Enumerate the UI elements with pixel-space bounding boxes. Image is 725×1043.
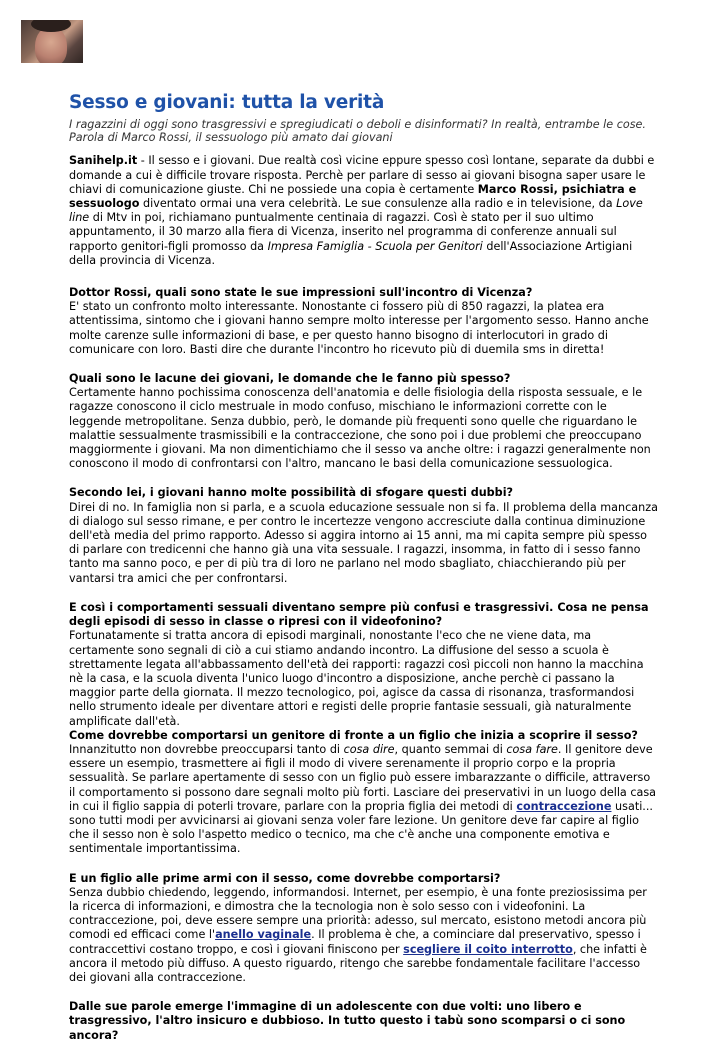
question-5: Come dovrebbe comportarsi un genitore di fronte a un figlio che inizia a scoprire il sesso?: [69, 728, 638, 742]
author-hair: [31, 20, 71, 32]
intro-text-3: di Mtv in poi, richiamano puntualmente centinaia di ragazzi. Così è stato per il suo ultimo appuntamento, il 30 marzo alla fiera di Vicenza, inserito nel programma di conferenze annuali sul rapporto genitori-figli promosso da: [69, 211, 617, 253]
intro-text-2: diventato ormai una vera celebrità. Le sue consulenze alla radio e in televisione, da: [139, 197, 617, 211]
answer-6: [69, 886, 659, 985]
answer-5-text-3: . Il genitore deve essere un esempio, trasmettere ai figli il modo di vivere serenamente il proprio corpo e la propria sessualità. Se parlare apertamente di sesso con un figlio può essere imbarazzante o difficile, attraverso il comportamento si possono dare segnali molto più forti. Lasciare dei preservativi in un luogo della casa in cui il figlio sappia di poterli trovare, parlare con la propria figlia dei metodi di: [69, 742, 657, 813]
question-7: Dalle sue parole emerge l'immagine di un adolescente con due volti: uno libero e trasgressivo, l'altro insicuro e dubbioso. In tutto questo i tabù sono scomparsi o ci sono ancora?: [69, 1000, 626, 1042]
anello-vaginale-link[interactable]: anello vaginale: [215, 928, 312, 942]
article: [69, 92, 659, 1043]
intro-text-1: - Il sesso e i giovani. Due realtà così vicine eppure spesso così lontane, separate da dubbi e domande a cui è difficile trovare risposta. Perchè per parlare di sesso ai giovani bisogna saper usare le chiavi di comunicazione giuste. Chi ne possiede una copia è certamente: [69, 154, 655, 196]
answer-2: Certamente hanno pochissima conoscenza dell'anatomia e delle fisiologia della risposta sessuale, e le ragazze conoscono il ciclo mestruale in modo confuso, mischiano le informazioni corrette con le leggende metropolitane. Senza dubbio, però, le domande più frequenti sono quelle che riguardano le malattie sessualmente trasmissibili e la contraccezione, che sono poi i due problemi che preoccupano maggiormente i giovani. Ma non dimentichiamo che il sesso va anche oltre: i ragazzi generalmente non conoscono il modo di confrontarsi con l'altro, mancano le basi della comunicazione sessuologica.: [69, 386, 651, 471]
answer-5: [69, 743, 659, 857]
organization-name: Impresa Famiglia - Scuola per Genitori: [267, 239, 483, 253]
source-label: Sanihelp.it: [69, 154, 138, 168]
question-3: Secondo lei, i giovani hanno molte possibilità di sfogare questi dubbi?: [69, 486, 514, 500]
coito-interrotto-link[interactable]: scegliere il coito interrotto: [403, 942, 573, 956]
answer-6-text-2: . Il problema è che, a cominciare dal preservativo, spesso i contraccettivi costano troppo, e così i giovani finiscono per: [69, 928, 641, 956]
author-photo: [21, 20, 83, 63]
expert-name: Marco Rossi, psichiatra e sessuologo: [69, 182, 637, 211]
answer-5-emphasis-1: cosa dire: [343, 742, 395, 756]
question-2: Quali sono le lacune dei giovani, le domande che le fanno più spesso?: [69, 372, 511, 386]
answer-5-text-1: Innanzitutto non dovrebbe preoccuparsi tanto di: [69, 742, 344, 756]
answer-5-text-4: usati... sono tutti modi per avvicinarsi ai giovani senza voler fare lezione. Un genitore deve far capire al figlio che il sesso non è solo l'aspetto medico o tecnico, ma che c'è anche una componente emotiva e sentimentale importantissima.: [69, 799, 653, 856]
article-title: Sesso e giovani: tutta la verità: [69, 92, 385, 113]
intro-text-4: dell'Associazione Artigiani della provincia di Vicenza.: [69, 239, 633, 267]
answer-3: Direi di no. In famiglia non si parla, e a scuola educazione sessuale non si fa. Il problema della mancanza di dialogo sul sesso rimane, e per contro le incertezze vengono accresciute dalla continua diminuzione dell'età media del primo rapporto. Adesso si aggira intorno ai 15 anni, ma mi capita sempre più spesso di parlare con tredicenni che hanno già una vita sessuale. I ragazzi, insomma, in fatto di i sesso fanno tanto ma sanno poco, e per di più tra di loro ne parlano nel modo sbagliato, chiacchierando più per vantarsi tra amici che per confrontarsi.: [69, 500, 658, 585]
answer-1: E' stato un confronto molto interessante. Nonostante ci fossero più di 850 ragazzi, la platea era attentissima, sintomo che i giovani hanno sempre molto interesse per l'argomento sesso. Hanno anche molte carenze sulle informazioni di base, e per questo hanno bisogno di interlocutori in grado di comunicare con loro. Basti dire che durante l'incontro ho ricevuto più di duemila sms in diretta!: [69, 300, 649, 356]
answer-5-text-2: , quanto semmai di: [394, 742, 507, 756]
contraccezione-link[interactable]: contraccezione: [516, 799, 612, 813]
answer-6-text-3: , che infatti è ancora il metodo più diffuso. A questo riguardo, ritengo che sarebbe fondamentale facilitare l'accesso dei giovani alla contraccezione.: [69, 942, 647, 984]
intro-paragraph: [69, 154, 659, 268]
answer-4: Fortunatamente si tratta ancora di episodi marginali, nonostante l'eco che ne viene data, ma certamente sono segnali di ciò a cui stiamo andando incontro. La diffusione del sesso a scuola è strettamente legata all'abbassamento dell'età dei rapporti: ragazzi così piccoli non hanno la macchina nè la casa, e la scuola diventa l'unico luogo d'incontro a disposizione, anche perchè ci passano la maggior parte della giornata. Il mezzo tecnologico, poi, agisce da cassa di risonanza, trasformandosi nello strumento ideale per diventare attori e registi delle proprie fantasie sessuali, già naturalmente amplificate dall'età.: [69, 629, 644, 728]
article-subtitle: I ragazzini di oggi sono trasgressivi e spregiudicati o deboli e disinformati? In realtà, entrambe le cose. Parola di Marco Rossi, il sessuologo più amato dai giovani: [69, 118, 646, 145]
question-6: E un figlio alle prime armi con il sesso, come dovrebbe comportarsi?: [69, 871, 501, 885]
answer-5-emphasis-2: cosa fare: [506, 742, 558, 756]
show-name: Love line: [69, 197, 643, 225]
answer-6-text-1: Senza dubbio chiedendo, leggendo, informandosi. Internet, per esempio, è una fonte preziosissima per la ricerca di informazioni, e dimostra che la tecnologia non è solo sesso con i videofonini. La contraccezione, poi, deve essere sempre una priorità: adesso, sul mercato, esistono metodi ancora più comodi ed efficaci come l': [69, 885, 647, 942]
question-1: Dottor Rossi, quali sono state le sue impressioni sull'incontro di Vicenza?: [69, 286, 533, 300]
question-4: E così i comportamenti sessuali diventano sempre più confusi e trasgressivi. Cosa ne pensa degli episodi di sesso in classe o ripresi con il videofonino?: [69, 600, 649, 629]
